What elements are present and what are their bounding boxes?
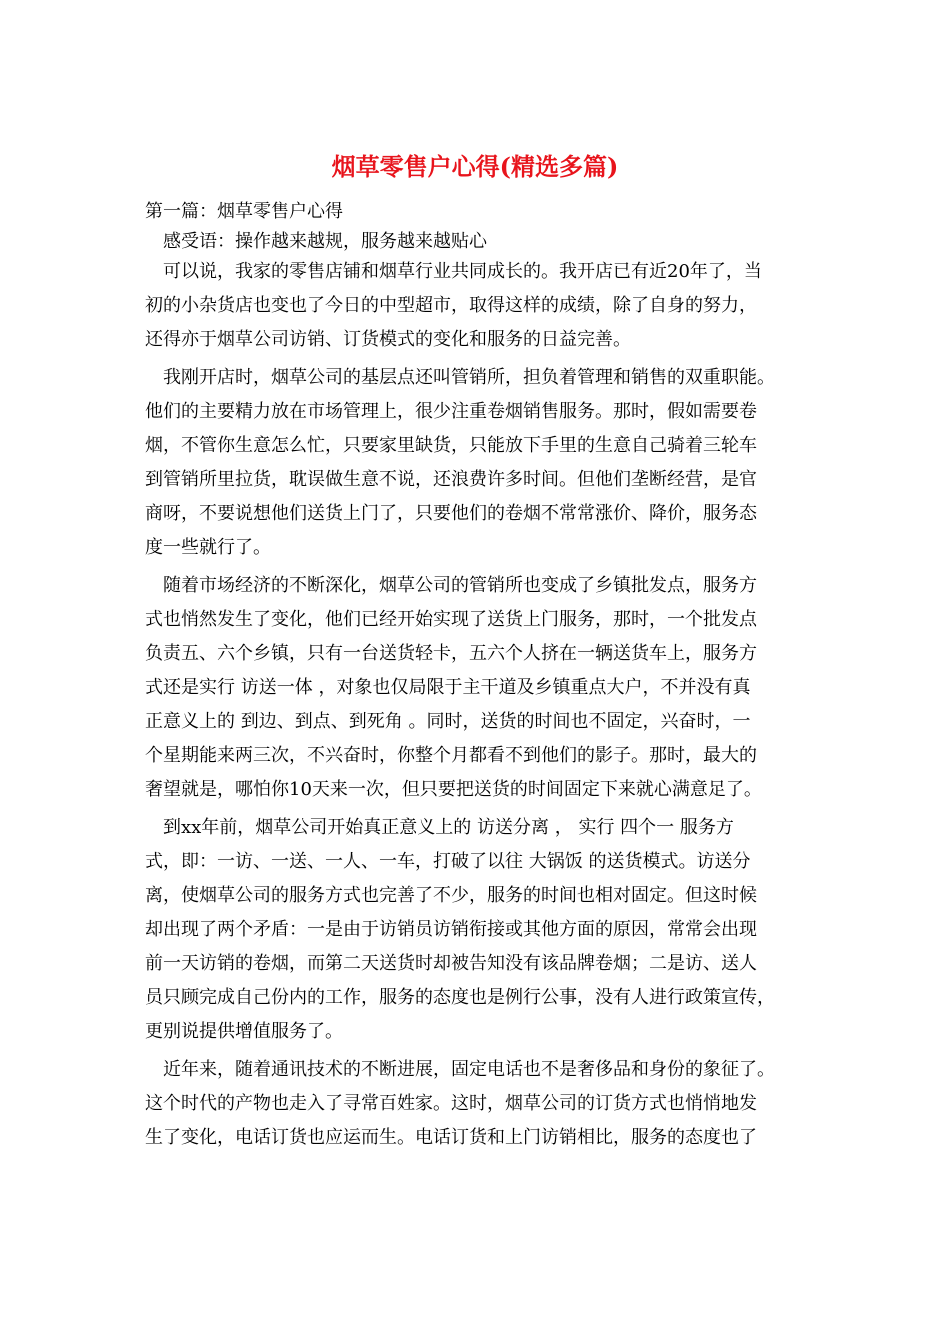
text-line: 到管销所里拉货，耽误做生意不说，还浪费许多时间。但他们垄断经营，是官 [145,469,757,490]
text-line: 式还是实行 访送一体 ，对象也仅局限于主干道及乡镇重点大户，不并没有真 [145,677,751,698]
text-line: 度一些就行了。 [145,537,271,558]
chapter-heading: 第一篇：烟草零售户心得 [145,201,343,222]
text-line: 这个时代的产物也走入了寻常百姓家。这时，烟草公司的订货方式也悄悄地发 [145,1093,757,1114]
text-line: 个星期能来两三次，不兴奋时，你整个月都看不到他们的影子。那时，最大的 [145,745,757,766]
text-line: 烟，不管你生意怎么忙，只要家里缺货，只能放下手里的生意自己骑着三轮车 [145,435,757,456]
text-line: 到xx年前，烟草公司开始真正意义上的 访送分离 ， 实行 四个一 服务方 [145,817,734,838]
text-line: 负责五、六个乡镇，只有一台送货轻卡，五六个人挤在一辆送货车上，服务方 [145,643,757,664]
text-line: 感受语：操作越来越规，服务越来越贴心 [145,231,487,252]
text-line: 离，使烟草公司的服务方式也完善了不少，服务的时间也相对固定。但这时候 [145,885,757,906]
text-line: 他们的主要精力放在市场管理上，很少注重卷烟销售服务。那时，假如需要卷 [145,401,757,422]
text-line: 可以说，我家的零售店铺和烟草行业共同成长的。我开店已有近20年了，当 [145,261,762,282]
text-line: 正意义上的 到边、到点、到死角 。同时，送货的时间也不固定，兴奋时，一 [145,711,751,732]
text-line: 更别说提供增值服务了。 [145,1021,343,1042]
text-line: 奢望就是，哪怕你10天来一次，但只要把送货的时间固定下来就心满意足了。 [145,779,762,800]
text-line: 还得亦于烟草公司访销、订货模式的变化和服务的日益完善。 [145,329,631,350]
text-line: 却出现了两个矛盾：一是由于访销员访销衔接或其他方面的原因，常常会出现 [145,919,757,940]
text-line: 式，即：一访、一送、一人、一车，打破了以往 大锅饭 的送货模式。访送分 [145,851,751,872]
text-line: 生了变化，电话订货也应运而生。电话订货和上门访销相比，服务的态度也了 [145,1127,757,1148]
text-line: 商呀，不要说想他们送货上门了，只要他们的卷烟不常常涨价、降价，服务态 [145,503,757,524]
document-title: 烟草零售户心得(精选多篇) [331,152,619,181]
text-line: 近年来，随着通讯技术的不断进展，固定电话也不是奢侈品和身份的象征了。 [145,1059,775,1080]
text-line: 式也悄然发生了变化，他们已经开始实现了送货上门服务，那时，一个批发点 [145,609,757,630]
text-line: 随着市场经济的不断深化，烟草公司的管销所也变成了乡镇批发点，服务方 [145,575,757,596]
text-line: 初的小杂货店也变也了今日的中型超市，取得这样的成绩，除了自身的努力， [145,295,757,316]
document-body [145,197,810,1153]
text-line: 我刚开店时，烟草公司的基层点还叫管销所，担负着管理和销售的双重职能。 [145,367,775,388]
text-line: 员只顾完成自己份内的工作，服务的态度也是例行公事，没有人进行政策宣传， [145,987,775,1008]
text-line: 前一天访销的卷烟，而第二天送货时却被告知没有该品牌卷烟；二是访、送人 [145,953,757,974]
